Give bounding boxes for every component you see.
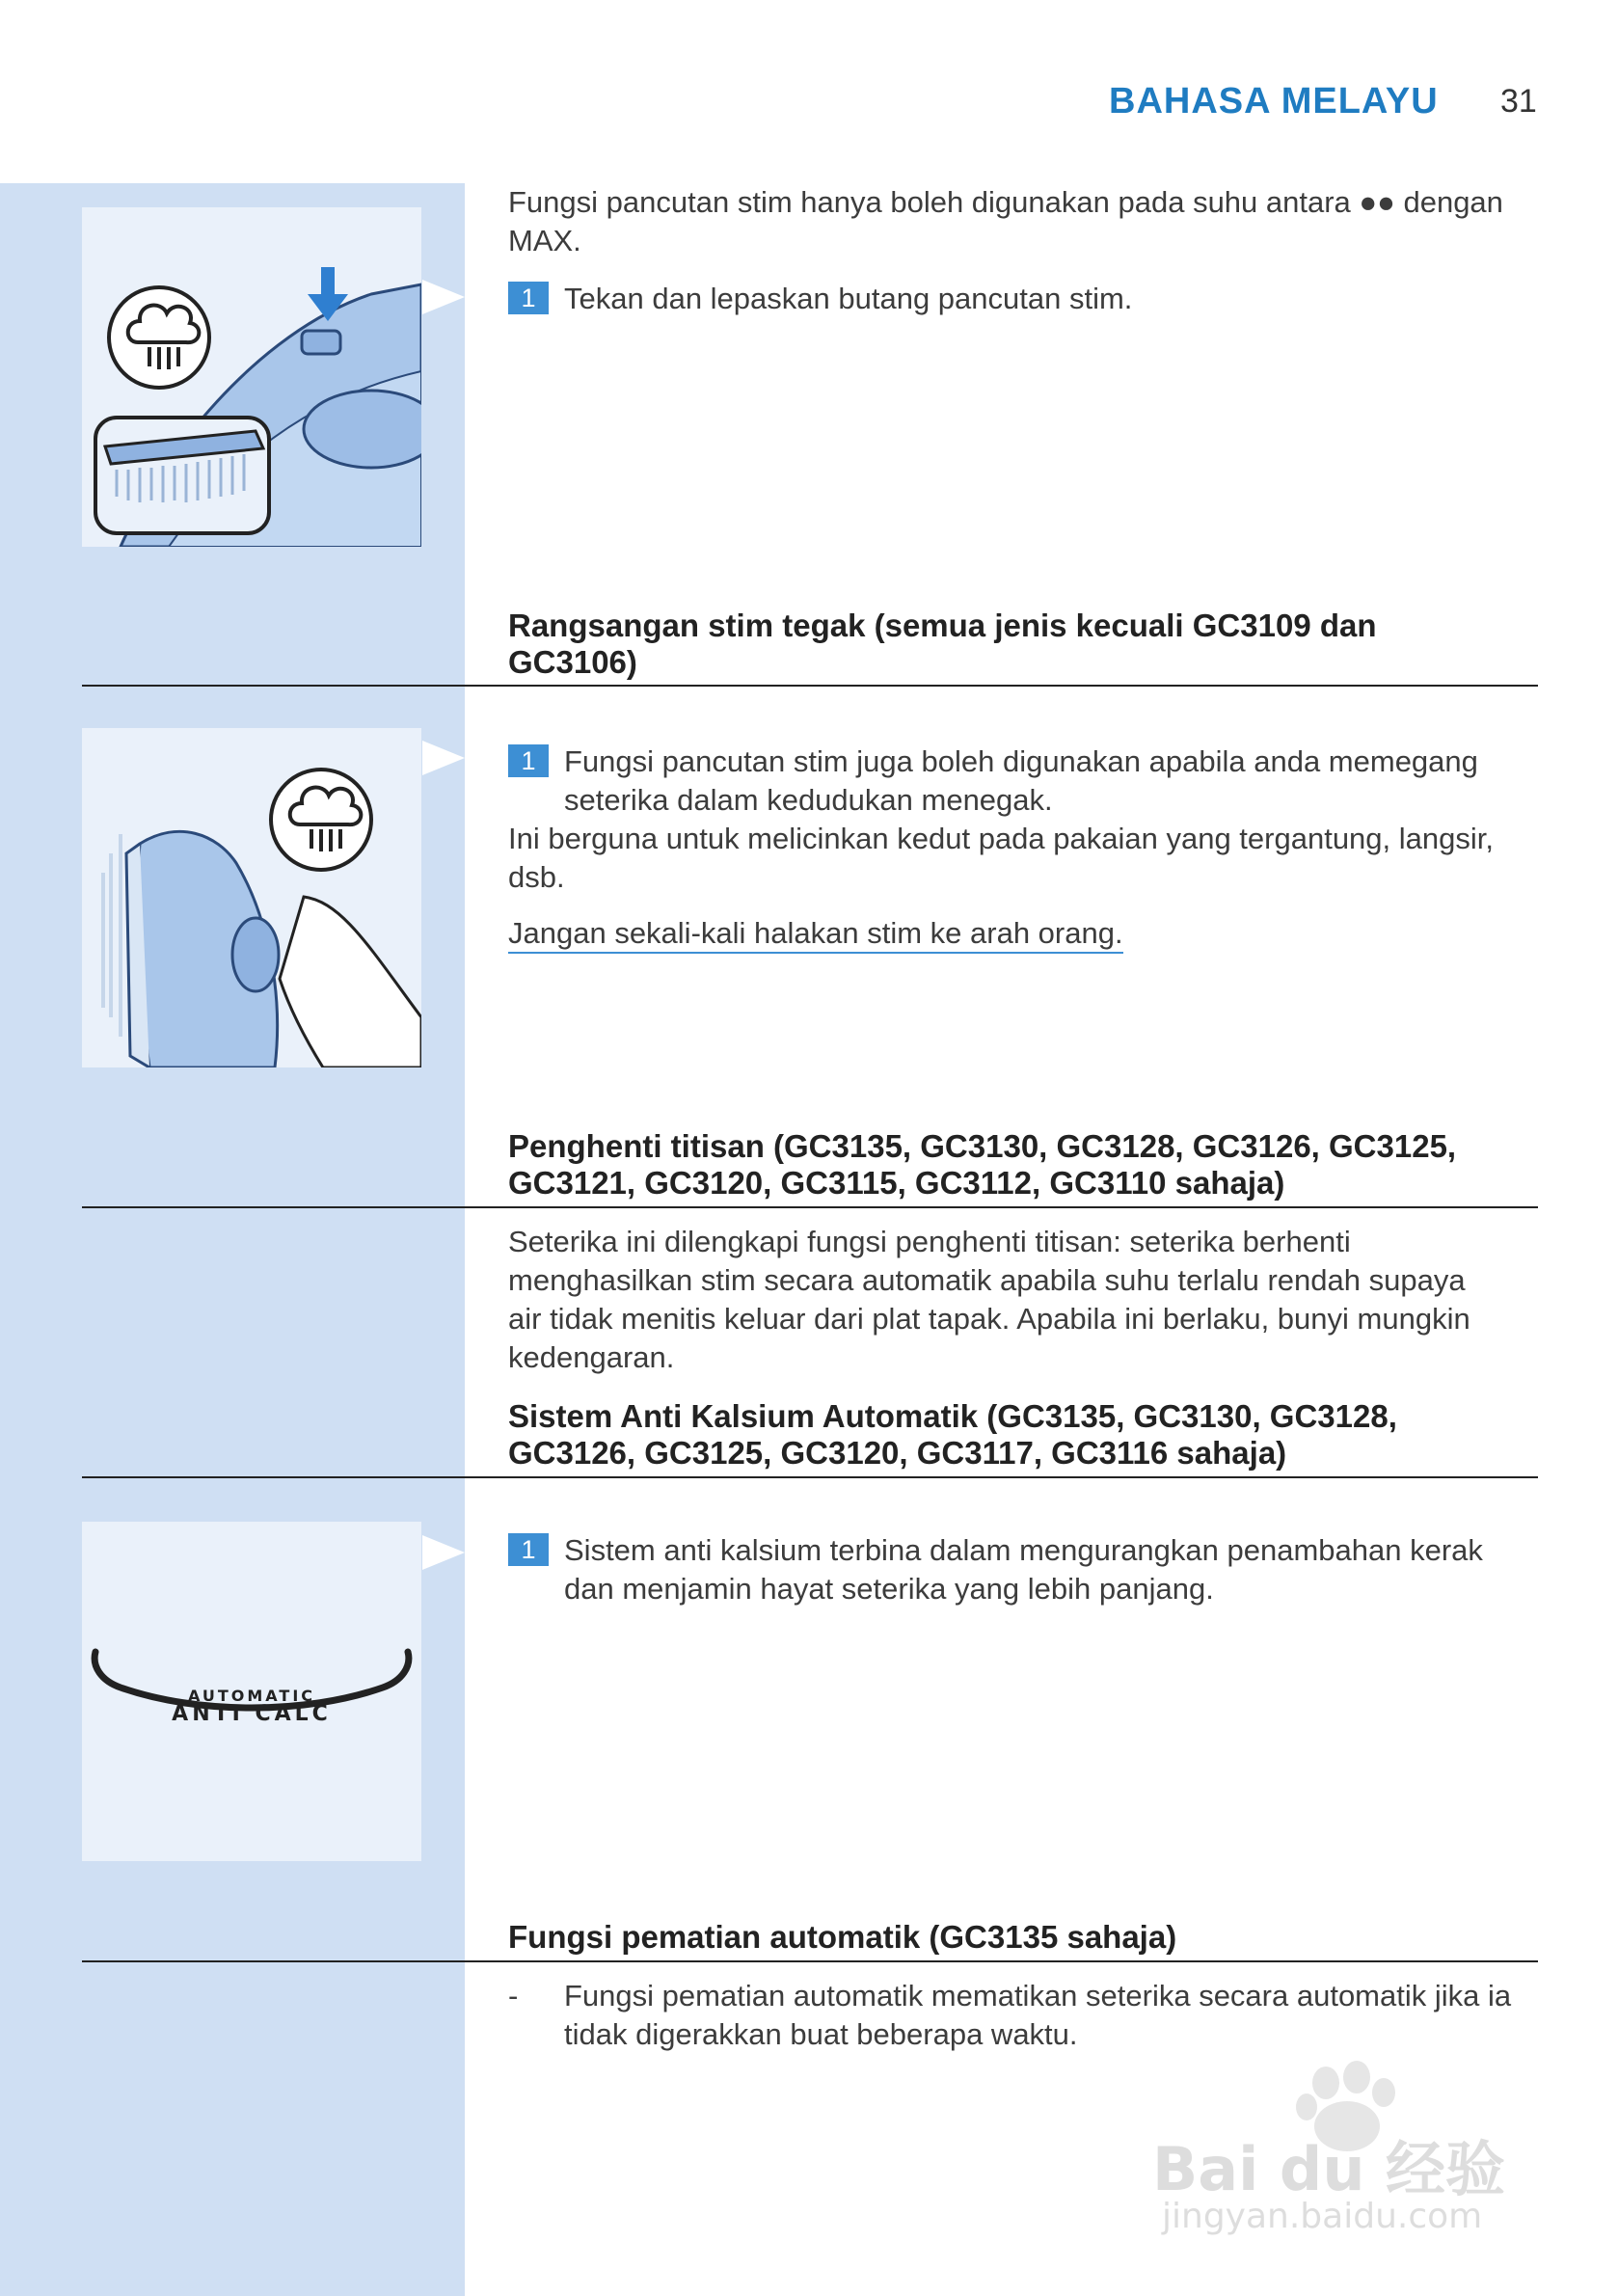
watermark-brand: Bai du 经验	[1152, 2134, 1506, 2204]
section4-heading	[508, 1398, 1397, 1472]
steam-shot-illustration	[82, 207, 421, 547]
heading-line: GC3121, GC3120, GC3115, GC3112, GC3110 sahaja)	[508, 1165, 1285, 1201]
section3-body	[508, 1223, 1470, 1377]
intro-line: Fungsi pancutan stim hanya boleh digunakan pada suhu antara ●● dengan	[508, 185, 1503, 219]
step-line: seterika dalam kedudukan menegak.	[564, 783, 1053, 817]
section3-heading	[508, 1128, 1456, 1202]
step-number-badge: 1	[508, 282, 549, 314]
bullet-line: Fungsi pematian automatik mematikan seterika secara automatik jika ia	[564, 1979, 1512, 2012]
heading-line: GC3106)	[508, 644, 637, 680]
steam-icon	[271, 770, 371, 870]
step-text: Tekan dan lepaskan butang pancutan stim.	[564, 282, 1133, 315]
step-line: Sistem anti kalsium terbina dalam mengurangkan penambahan kerak	[564, 1533, 1483, 1567]
vertical-steam-illustration	[82, 728, 421, 1067]
section2-heading	[508, 608, 1377, 681]
section-divider	[82, 1960, 1538, 1962]
section-divider	[82, 1206, 1538, 1208]
bullet-dash: -	[508, 1979, 519, 2012]
warning-text: Jangan sekali-kali halakan stim ke arah orang.	[508, 916, 1123, 954]
section1-step	[508, 280, 1569, 318]
step-line: dan menjamin hayat seterika yang lebih panjang.	[564, 1572, 1214, 1606]
figure-pointer	[422, 1535, 465, 1570]
section2-step	[508, 743, 1569, 820]
heading-line: Rangsangan stim tegak (semua jenis kecuali GC3109 dan	[508, 608, 1377, 643]
section-divider	[82, 1476, 1538, 1478]
heading-line: Sistem Anti Kalsium Automatik (GC3135, GC3130, GC3128,	[508, 1398, 1397, 1434]
bullet-text	[564, 1977, 1511, 2054]
figure-label-line1: AUTOMATIC	[187, 1687, 316, 1705]
step-text	[564, 1531, 1483, 1608]
baidu-watermark	[1143, 2054, 1548, 2247]
intro-line: MAX.	[508, 224, 581, 257]
anti-calc-illustration	[82, 1522, 421, 1861]
section4-step	[508, 1531, 1569, 1608]
language-title: BAHASA MELAYU	[1109, 81, 1439, 122]
body-line: Seterika ini dilengkapi fungsi penghenti titisan: seterika berhenti	[508, 1225, 1351, 1258]
heading-line: GC3126, GC3125, GC3120, GC3117, GC3116 sahaja)	[508, 1435, 1287, 1471]
section1-intro	[508, 183, 1503, 260]
section2-note	[508, 820, 1494, 897]
section2-warning	[508, 914, 1123, 953]
heading-line: Penghenti titisan (GC3135, GC3130, GC3128, GC3126, GC3125,	[508, 1128, 1457, 1164]
step-number-badge: 1	[508, 1533, 549, 1566]
section-divider	[82, 685, 1538, 687]
step-text	[564, 743, 1478, 820]
bullet-line: tidak digerakkan buat beberapa waktu.	[564, 2017, 1078, 2051]
section5-heading: Fungsi pematian automatik (GC3135 sahaja)	[508, 1919, 1177, 1955]
page-number: 31	[1500, 83, 1537, 120]
section5-bullet	[508, 1977, 1569, 2054]
body-line: air tidak menitis keluar dari plat tapak. Apabila ini berlaku, bunyi mungkin	[508, 1302, 1470, 1336]
body-line: kedengaran.	[508, 1340, 675, 1374]
figure-anti-calc	[82, 1522, 421, 1861]
figure-steam-shot	[82, 207, 421, 547]
figure-pointer	[422, 280, 465, 314]
figure-label-line2: ANTI CALC	[172, 1702, 332, 1726]
steam-icon	[109, 287, 209, 388]
note-line: dsb.	[508, 860, 565, 894]
watermark-url: jingyan.baidu.com	[1162, 2197, 1483, 2236]
step-line: Fungsi pancutan stim juga boleh digunakan apabila anda memegang	[564, 744, 1478, 778]
soleplate-closeup	[95, 418, 269, 533]
note-line: Ini berguna untuk melicinkan kedut pada pakaian yang tergantung, langsir,	[508, 822, 1494, 855]
figure-vertical-steam	[82, 728, 421, 1067]
body-line: menghasilkan stim secara automatik apabila suhu terlalu rendah supaya	[508, 1263, 1466, 1297]
figure-pointer	[422, 741, 465, 775]
step-number-badge: 1	[508, 744, 549, 777]
